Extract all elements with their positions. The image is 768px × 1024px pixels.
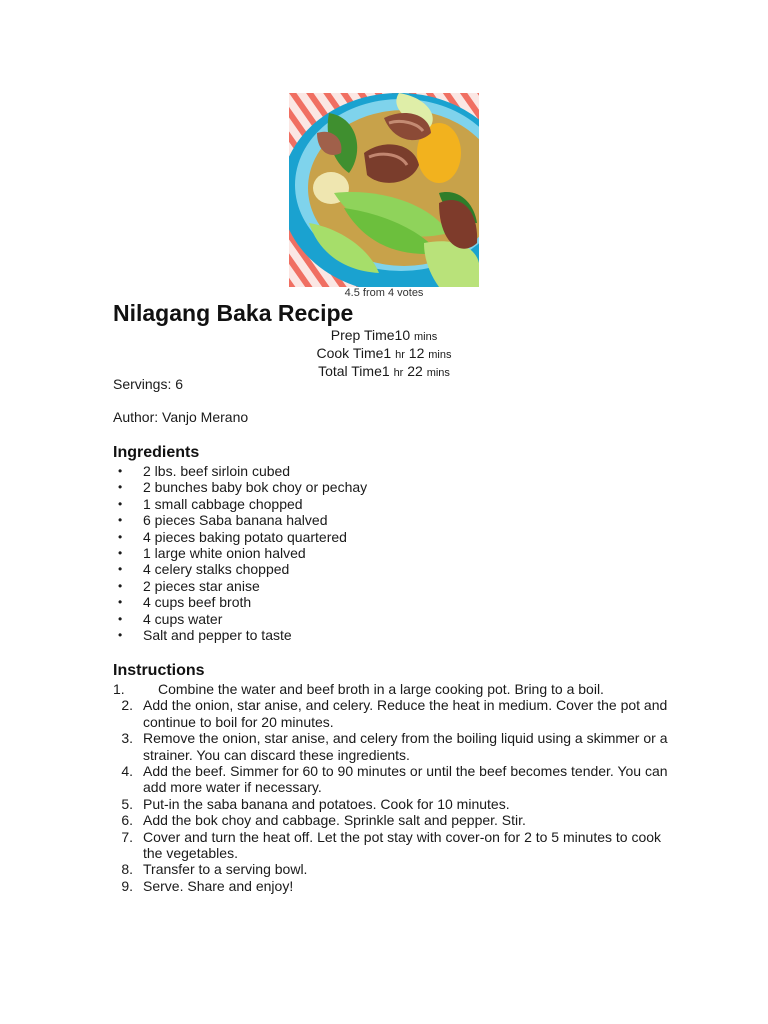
step-text: Cover and turn the heat off. Let the pot stay with cover-on for 2 to 5 minutes to cook the vegetables. [143,828,662,862]
ingredient-item: • 1 large white onion halved [113,545,367,561]
prep-time-row [250,327,518,345]
instruction-step [113,697,673,730]
author-text: Author: Vanjo Merano [113,409,249,425]
cook-time-minutes-unit: mins [428,349,452,361]
ingredient-item: • Salt and pepper to taste [113,627,367,643]
ingredient-item: • 4 cups beef broth [113,594,367,610]
ingredient-item: • 4 pieces baking potato quartered [113,529,367,545]
total-time-row [250,363,518,381]
step-number: 9. [121,877,133,894]
instruction-step [113,829,673,862]
instruction-step [113,796,673,812]
instruction-step [113,861,673,877]
ingredient-item: • 2 bunches baby bok choy or pechay [113,479,367,495]
ingredient-item: • 2 pieces star anise [113,578,367,594]
cook-time-hours-unit: hr [395,349,405,361]
instructions-list [113,681,673,894]
ingredient-item: • 1 small cabbage chopped [113,496,367,512]
cook-time-row [250,345,518,363]
step-text: Combine the water and beef broth in a large cooking pot. Bring to a boil. [158,681,604,697]
prep-time-unit: mins [414,331,438,343]
cook-time-minutes: 12 [408,345,425,361]
rating-text: 4.5 from 4 votes [344,287,424,299]
instructions-heading: Instructions [113,662,205,679]
ingredient-item: • 4 celery stalks chopped [113,561,367,577]
step-text: Add the bok choy and cabbage. Sprinkle salt and pepper. Stir. [143,812,526,829]
step-text: Add the beef. Simmer for 60 to 90 minutes or until the beef becomes tender. You can add more water if necessary. [143,763,668,796]
instruction-step [113,878,673,894]
step-number: 4. [121,763,133,780]
servings-text: Servings: 6 [113,376,184,392]
ingredients-heading: Ingredients [113,444,200,461]
total-time-hours: 1 [381,363,390,379]
ingredient-item: • 6 pieces Saba banana halved [113,512,367,528]
total-time-minutes-unit: mins [426,367,450,379]
instruction-step [113,812,673,828]
step-number: 1. [113,681,125,697]
step-number: 2. [121,697,133,714]
step-number: 6. [121,812,133,829]
instruction-step [113,763,673,796]
recipe-times [250,327,518,381]
recipe-photo [289,93,479,287]
total-time-hours-unit: hr [393,367,404,379]
soup-bowl-photo [289,93,479,287]
step-number: 3. [121,730,133,747]
step-number: 5. [121,795,133,812]
recipe-title: Nilagang Baka Recipe [113,300,354,326]
cook-time-label: Cook Time [316,345,384,361]
step-text: Transfer to a serving bowl. [143,861,308,878]
prep-time-value: 10 [394,327,411,343]
ingredient-item: • 2 lbs. beef sirloin cubed [113,463,367,479]
prep-time-label: Prep Time [330,327,395,343]
step-text: Remove the onion, star anise, and celery from the boiling liquid using a skimmer or a strainer. You can discard these ingredients. [143,730,668,763]
step-text: Add the onion, star anise, and celery. Reduce the heat in medium. Cover the pot and continue to boil for 20 minutes. [143,697,668,730]
cook-time-hours: 1 [383,345,392,361]
step-number: 7. [121,828,133,845]
step-number: 8. [121,861,133,878]
instruction-step [113,681,673,697]
ingredients-list [113,463,367,643]
step-text: Serve. Share and enjoy! [143,877,294,894]
ingredient-item: • 4 cups water [113,611,367,627]
instruction-step [113,730,673,763]
step-text: Put-in the saba banana and potatoes. Cook for 10 minutes. [143,795,510,812]
total-time-minutes: 22 [407,363,423,379]
total-time-label: Total Time [318,363,382,379]
